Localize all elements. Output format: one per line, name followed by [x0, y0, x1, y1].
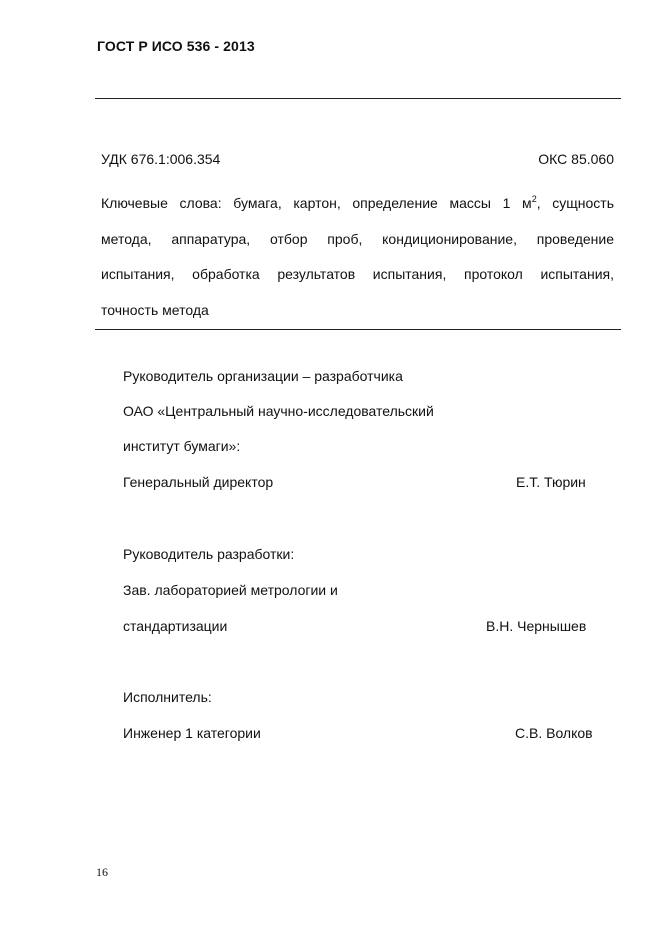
keywords-line-1-text: Ключевые слова: бумага, картон, определение массы 1 м: [101, 195, 532, 211]
dev-head-position-line-1: Зав. лабораторией метрологии и: [123, 582, 338, 598]
executor-position: Инженер 1 категории: [123, 725, 261, 741]
udk-code: УДК 676.1:006.354: [101, 151, 221, 167]
bottom-divider: [95, 329, 621, 330]
keywords-block: [101, 186, 614, 328]
superscript-two: 2: [531, 194, 537, 204]
dev-head-position-line-2: стандартизации: [123, 618, 228, 634]
org-name-line-2: институт бумаги»:: [123, 438, 241, 454]
director-position: Генеральный директор: [123, 474, 274, 490]
keywords-line-1: [101, 186, 614, 222]
org-head-title: Руководитель организации – разработчика: [123, 368, 403, 384]
keywords-line-3: испытания, обработка результатов испытания, протокол испытания,: [101, 266, 614, 282]
dev-head-title: Руководитель разработки:: [123, 546, 295, 562]
keywords-line-2: метода, аппаратура, отбор проб, кондиционирование, проведение: [101, 230, 614, 247]
org-name-line-1: ОАО «Центральный научно-исследовательский: [123, 403, 434, 419]
standard-header: ГОСТ Р ИСО 536 - 2013: [97, 38, 255, 54]
director-name: Е.Т. Тюрин: [516, 474, 586, 490]
top-divider: [95, 98, 621, 99]
keywords-line-1-tail: , сущность: [536, 195, 614, 211]
executor-title: Исполнитель:: [123, 689, 212, 705]
keywords-line-4: точность метода: [101, 301, 209, 318]
classification-row: [101, 151, 614, 167]
executor-name: С.В. Волков: [515, 725, 593, 741]
oks-code: ОКС 85.060: [538, 151, 614, 167]
dev-head-name: В.Н. Чернышев: [486, 618, 587, 634]
page-number: 16: [96, 865, 108, 879]
